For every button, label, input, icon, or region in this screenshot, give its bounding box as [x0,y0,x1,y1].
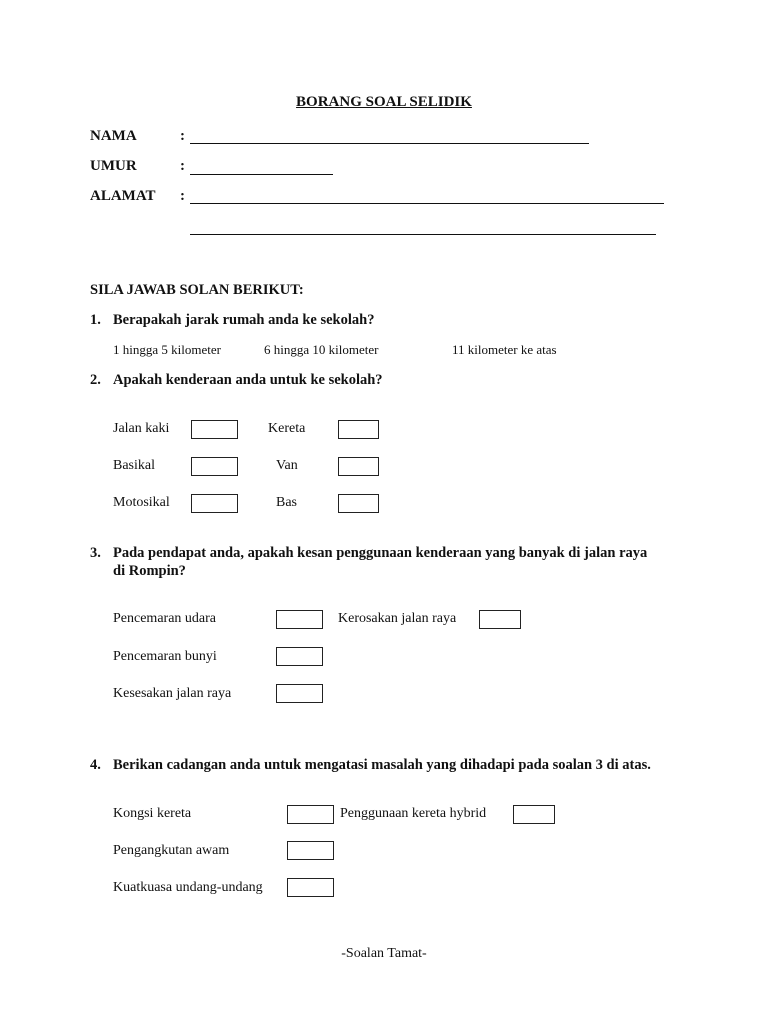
q3-checkbox-kesesakan-jalan-raya[interactable] [276,684,323,703]
q1-option-3[interactable]: 11 kilometer ke atas [452,342,557,357]
q3-checkbox-pencemaran-bunyi[interactable] [276,647,323,666]
umur-colon: : [180,158,185,174]
q3-checkbox-kerosakan-jalan-raya[interactable] [479,610,521,629]
q3-text-line-1: Pada pendapat anda, apakah kesan penggunaan kenderaan yang banyak di jalan raya [113,545,648,561]
q3-option-kerosakan-jalan-raya: Kerosakan jalan raya [338,611,457,626]
q3-option-kesesakan-jalan-raya: Kesesakan jalan raya [113,686,232,701]
q3-option-pencemaran-bunyi: Pencemaran bunyi [113,649,217,664]
q4-number: 4. [90,757,101,773]
q3-option-pencemaran-udara: Pencemaran udara [113,611,216,626]
q2-number: 2. [90,372,101,388]
q2-option-jalan-kaki: Jalan kaki [113,421,170,436]
q2-checkbox-motosikal[interactable] [191,494,238,513]
q4-checkbox-kuatkuasa-undang-undang[interactable] [287,878,334,897]
umur-label: UMUR [90,158,137,174]
q1-option-1[interactable]: 1 hingga 5 kilometer [113,342,221,357]
q3-text-line-2: di Rompin? [113,563,186,579]
alamat-colon: : [180,188,185,204]
q4-checkbox-pengangkutan-awam[interactable] [287,841,334,860]
q4-checkbox-kongsi-kereta[interactable] [287,805,334,824]
q3-checkbox-pencemaran-udara[interactable] [276,610,323,629]
q2-option-motosikal: Motosikal [113,495,170,510]
q1-number: 1. [90,312,101,328]
q1-option-2[interactable]: 6 hingga 10 kilometer [264,342,379,357]
q2-checkbox-bas[interactable] [338,494,379,513]
form-title: BORANG SOAL SELIDIK [296,94,472,110]
q2-option-basikal: Basikal [113,458,155,473]
q2-checkbox-kereta[interactable] [338,420,379,439]
q2-option-bas: Bas [276,495,297,510]
q4-option-kereta-hybrid: Penggunaan kereta hybrid [340,806,487,821]
form-footer: -Soalan Tamat- [341,946,427,961]
alamat-label: ALAMAT [90,188,156,204]
q4-checkbox-kereta-hybrid[interactable] [513,805,555,824]
nama-colon: : [180,128,185,144]
q2-option-kereta: Kereta [268,421,306,436]
nama-label: NAMA [90,128,137,144]
q2-checkbox-basikal[interactable] [191,457,238,476]
q4-option-kuatkuasa-undang-undang: Kuatkuasa undang-undang [113,880,263,895]
instructions-heading: SILA JAWAB SOLAN BERIKUT: [90,282,304,298]
alamat-field-line-1[interactable] [190,203,664,204]
umur-field[interactable] [190,174,333,175]
q2-text: Apakah kenderaan anda untuk ke sekolah? [113,372,383,388]
q1-text: Berapakah jarak rumah anda ke sekolah? [113,312,375,328]
nama-field[interactable] [190,143,589,144]
q4-text: Berikan cadangan anda untuk mengatasi masalah yang dihadapi pada soalan 3 di atas. [113,757,651,773]
q2-checkbox-jalan-kaki[interactable] [191,420,238,439]
q4-option-kongsi-kereta: Kongsi kereta [113,806,192,821]
q2-option-van: Van [276,458,298,473]
q2-checkbox-van[interactable] [338,457,379,476]
q4-option-pengangkutan-awam: Pengangkutan awam [113,843,230,858]
q3-number: 3. [90,545,101,561]
alamat-field-line-2[interactable] [190,234,656,235]
